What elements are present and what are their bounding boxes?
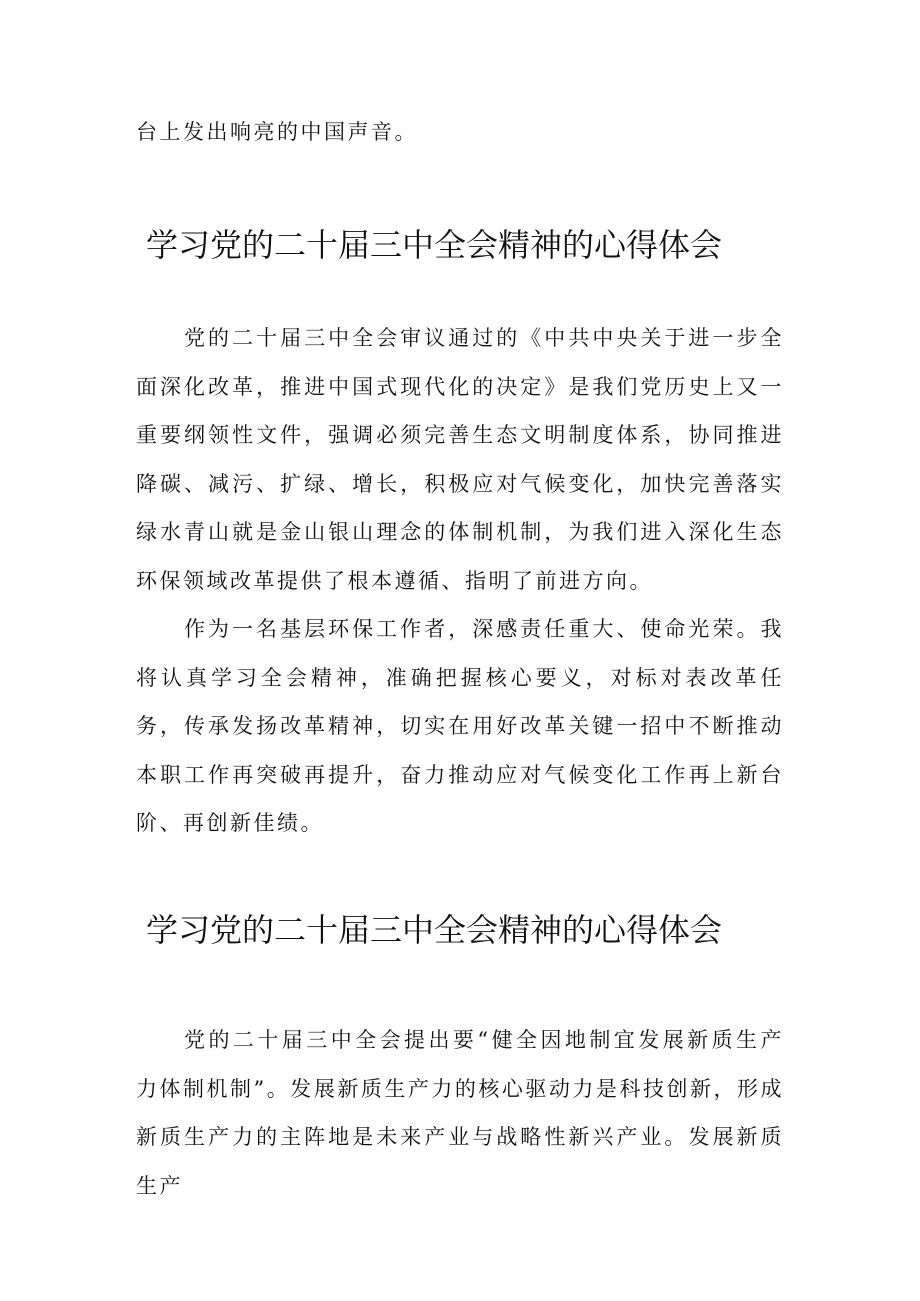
section-title: 学习党的二十届三中全会精神的心得体会	[146, 226, 723, 264]
continuation-paragraph: 台上发出响亮的中国声音。	[136, 120, 418, 144]
body-paragraph: 党的二十届三中全会审议通过的《中共中央关于进一步全面深化改革，推进中国式现代化的决定》是我们党历史上又一重要纲领性文件，强调必须完善生态文明制度体系，协同推进降碳、减污、扩绿、增长，积极应对气候变化，加快完善落实绿水青山就是金山银山理念的体制机制，为我们进入深化生态环保领域改革提供了根本遵循、指明了前进方向。	[136, 326, 784, 593]
section-title: 学习党的二十届三中全会精神的心得体会	[146, 911, 723, 949]
body-paragraph: 党的二十届三中全会提出要“健全因地制宜发展新质生产力体制机制”。发展新质生产力的核心驱动力是科技创新，形成新质生产力的主阵地是未来产业与战略性新兴产业。发展新质生产	[136, 1028, 784, 1198]
body-paragraph: 作为一名基层环保工作者，深感责任重大、使命光荣。我将认真学习全会精神，准确把握核心要义，对标对表改革任务，传承发扬改革精神，切实在用好改革关键一招中不断推动本职工作再突破再提升，奋力推动应对气候变化工作再上新台阶、再创新佳绩。	[136, 617, 784, 835]
